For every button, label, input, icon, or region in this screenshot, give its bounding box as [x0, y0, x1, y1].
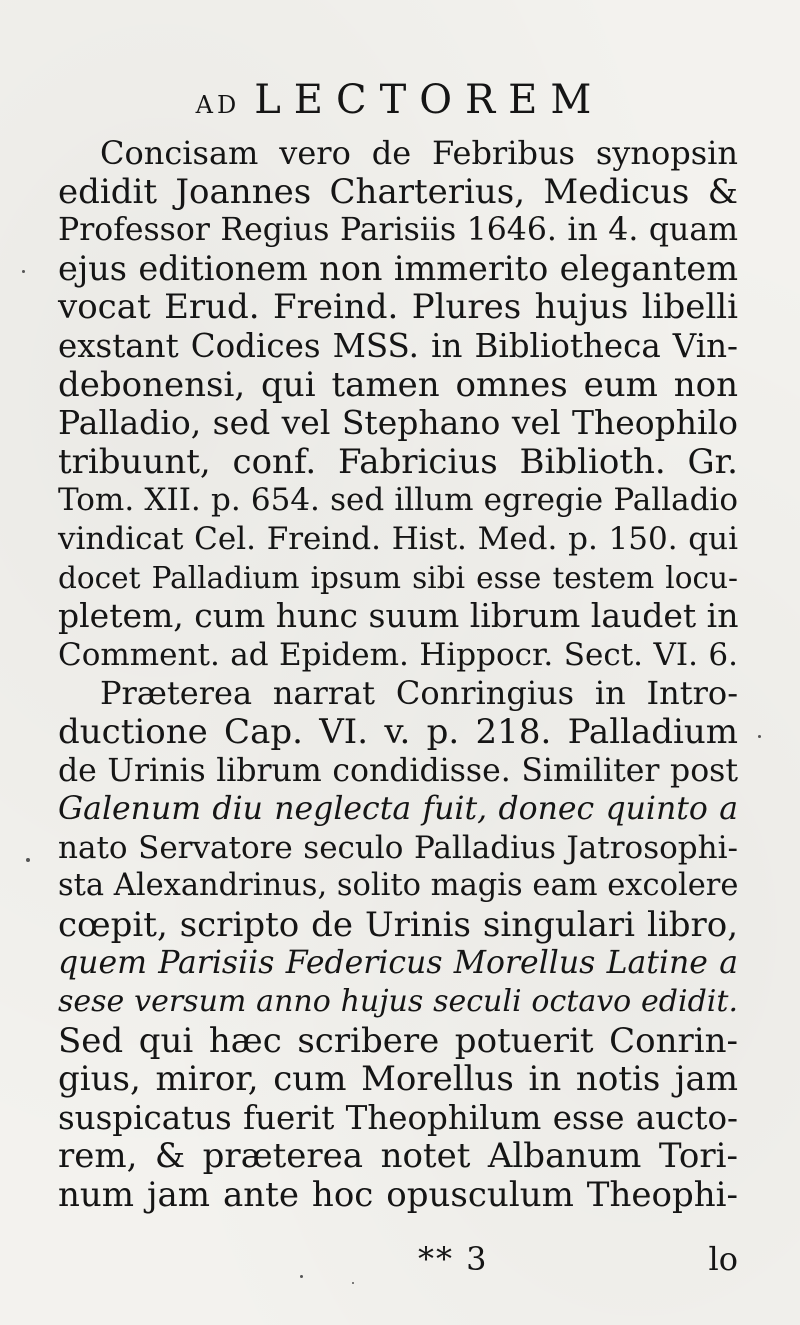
text-line: Professor Regius Parisiis 1646. in 4. quam: [58, 212, 738, 249]
text-line: Galenum diu neglecta fuit, donec quinto a: [58, 791, 738, 828]
text-line: gius, miror, cum Morellus in notis jam: [58, 1059, 738, 1100]
text-line: tribuunt, conf. Fabricius Biblioth. Gr.: [58, 441, 738, 482]
text-line: ductione Cap. VI. v. p. 218. Palladium: [58, 711, 738, 752]
text-line: rem, & præterea notet Albanum Tori-: [58, 1136, 738, 1177]
text-line: exstant Codices MSS. in Bibliotheca Vin-: [58, 326, 738, 365]
ink-speck: [300, 1275, 303, 1278]
ink-speck: [22, 270, 25, 273]
body-text: [58, 134, 738, 1215]
header-prefix: AD: [195, 91, 241, 119]
signature-mark: ** 3: [418, 1240, 489, 1278]
text-line: quem Parisiis Federicus Morellus Latine a: [58, 945, 738, 982]
text-line: Tom. XII. p. 654. sed illum egregie Palladio: [58, 482, 738, 519]
text-line: cœpit, scripto de Urinis singulari libro,: [58, 904, 738, 945]
text-line: suspicatus fuerit Theophilum esse aucto-: [58, 1098, 738, 1137]
text-line: Palladio, sed vel Stephano vel Theophilo: [58, 403, 738, 443]
ink-speck: [352, 1282, 354, 1284]
text-line: Comment. ad Epidem. Hippocr. Sect. VI. 6.: [58, 636, 738, 673]
catchword: lo: [708, 1240, 738, 1278]
text-line: Sed qui hæc scribere potuerit Conrin-: [58, 1020, 738, 1061]
text-line: vocat Erud. Freind. Plures hujus libelli: [58, 287, 738, 328]
text-line: edidit Joannes Charterius, Medicus &: [58, 171, 738, 212]
text-line: Concisam vero de Febribus synopsin: [100, 134, 738, 172]
text-line: nato Servatore seculo Palladius Jatrosophi-: [58, 829, 738, 866]
ink-speck: [758, 735, 761, 738]
text-line: sese versum anno hujus seculi octavo edidit.: [58, 984, 738, 1020]
page-header: [0, 74, 800, 131]
text-line: ejus editionem non immerito elegantem: [58, 248, 738, 288]
text-line: pletem, cum hunc suum librum laudet in: [58, 596, 739, 636]
text-line: vindicat Cel. Freind. Hist. Med. p. 150. qui: [58, 520, 738, 557]
page-footer: [58, 1240, 738, 1286]
text-line: num jam ante hoc opusculum Theophi-: [58, 1175, 738, 1216]
ink-speck: [26, 858, 30, 862]
text-line: sta Alexandrinus, solito magis eam excolere: [58, 868, 739, 904]
header-title: LECTOREM: [254, 77, 605, 123]
text-line: debonensi, qui tamen omnes eum non: [58, 364, 738, 405]
text-line: de Urinis librum condidisse. Similiter post: [58, 752, 738, 789]
text-line: Præterea narrat Conringius in Intro-: [100, 674, 738, 713]
text-line: docet Palladium ipsum sibi esse testem locu-: [58, 560, 738, 595]
